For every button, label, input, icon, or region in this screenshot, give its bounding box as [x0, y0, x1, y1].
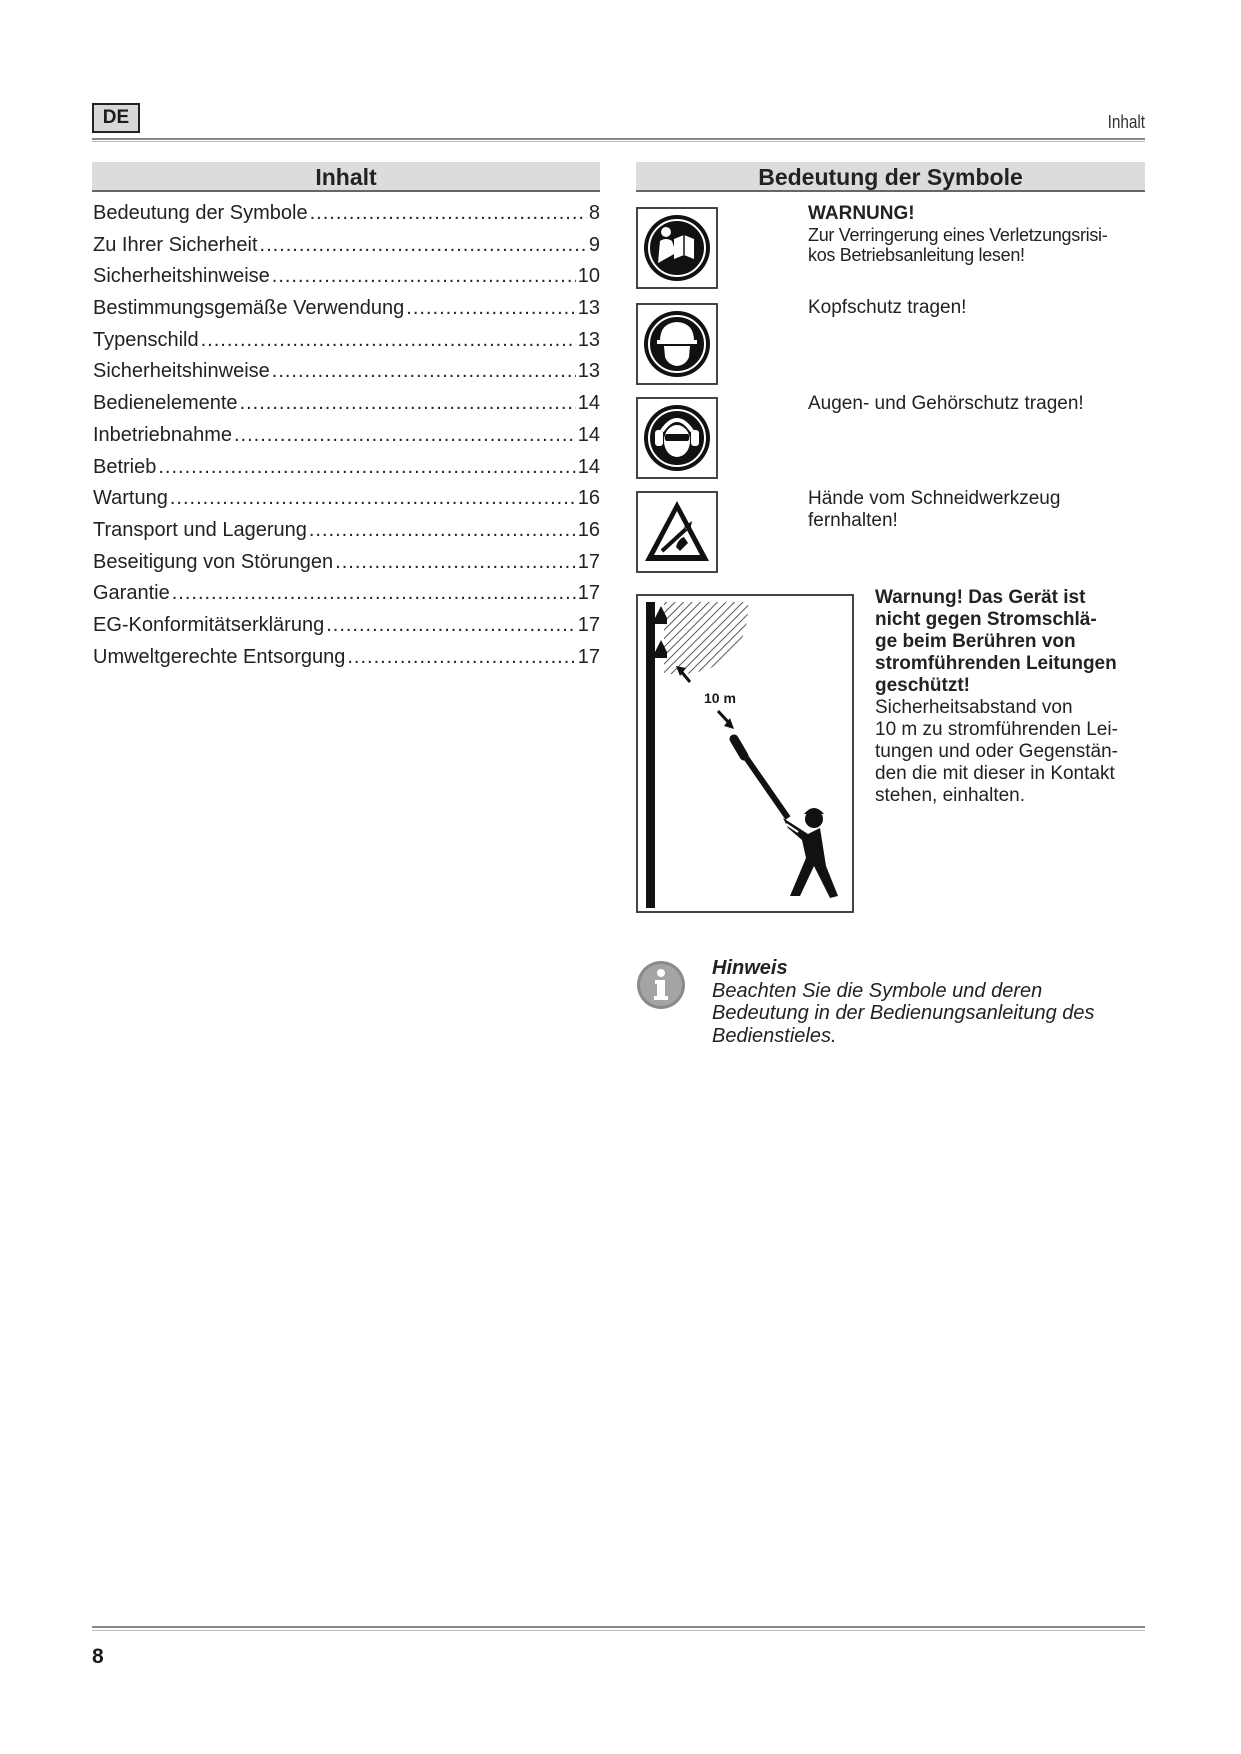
toc-entry[interactable]: [93, 234, 600, 266]
toc-entry-label: Transport und Lagerung: [93, 518, 307, 541]
header-rule-secondary: [92, 141, 1145, 142]
toc-entry-page: 10: [577, 265, 600, 288]
toc-entry-page: 17: [577, 613, 600, 636]
toc-entry-label: Sicherheitshinweise: [93, 265, 270, 288]
toc-entry-page: 9: [588, 233, 600, 256]
toc-entry-label: Betrieb: [93, 455, 157, 478]
toc-leader-dots: [347, 646, 575, 669]
symbol-eye-ear-protection-text: Augen- und Gehörschutz tragen!: [808, 393, 1084, 414]
hint-text: [712, 957, 1152, 1047]
header-section-title: Inhalt: [1107, 112, 1145, 132]
toc-entry-label: Bedienelemente: [93, 392, 238, 415]
toc-entry-page: 16: [577, 487, 600, 510]
toc-entry-label: Beseitigung von Störungen: [93, 550, 334, 573]
language-badge: DE: [92, 103, 140, 133]
page-number: 8: [92, 1645, 104, 1668]
symbol-text-line: fernhalten!: [808, 510, 898, 531]
header-rule: [92, 138, 1145, 140]
toc-entry[interactable]: [93, 582, 600, 614]
symbol-text-line: Hände vom Schneidwerkzeug: [808, 488, 1061, 509]
distance-label: 10 m: [704, 690, 736, 706]
toc-entry[interactable]: [93, 360, 600, 392]
toc-leader-dots: [272, 265, 576, 288]
toc-entry-page: 14: [577, 392, 600, 415]
toc-entry-label: Umweltgerechte Entsorgung: [93, 645, 346, 668]
toc-leader-dots: [272, 360, 576, 383]
toc-entry-label: Garantie: [93, 582, 170, 605]
toc-entry[interactable]: [93, 424, 600, 456]
toc-entry[interactable]: [93, 487, 600, 519]
toc-entry-page: 16: [577, 518, 600, 541]
toc-entry-label: Bedeutung der Symbole: [93, 202, 308, 224]
warning-line: stehen, einhalten.: [875, 785, 1026, 806]
eye-ear-protection-icon: [636, 397, 718, 479]
toc-entry[interactable]: [93, 202, 600, 234]
toc-leader-dots: [158, 456, 575, 479]
toc-entry-page: 8: [588, 202, 600, 224]
toc-entry-label: Typenschild: [93, 328, 199, 351]
read-manual-icon: [636, 207, 718, 289]
toc-entry[interactable]: [93, 265, 600, 297]
power-line-warning-text: [875, 587, 1150, 807]
symbol-warning-heading: WARNUNG!: [808, 203, 915, 224]
toc-entry-page: 13: [577, 360, 600, 383]
warning-bold-line: geschützt!: [875, 675, 970, 696]
toc-entry-page: 17: [577, 645, 600, 668]
warning-line: den die mit dieser in Kontakt: [875, 763, 1115, 784]
footer-rule-secondary: [92, 1630, 1145, 1631]
warning-line: 10 m zu stromführenden Lei-: [875, 719, 1118, 740]
symbol-text-line: kos Betriebsanleitung lesen!: [808, 245, 1025, 265]
toc-entry-label: Bestimmungsgemäße Verwendung: [93, 297, 405, 320]
warning-bold-line: ge beim Berühren von: [875, 631, 1076, 652]
toc-leader-dots: [234, 424, 576, 447]
toc-entry-label: Zu Ihrer Sicherheit: [93, 233, 258, 256]
warning-line: tungen und oder Gegenstän-: [875, 741, 1118, 762]
toc-leader-dots: [240, 392, 576, 415]
footer-rule: [92, 1626, 1145, 1628]
symbol-text-line: Zur Verringerung eines Verletzungsrisi-: [808, 225, 1108, 245]
toc-leader-dots: [310, 202, 587, 225]
toc-leader-dots: [335, 551, 576, 574]
warning-bold-line: Warnung! Das Gerät ist: [875, 587, 1086, 608]
toc-heading: Inhalt: [92, 162, 600, 192]
symbol-read-manual-text: [808, 203, 1153, 265]
toc-entry[interactable]: [93, 614, 600, 646]
table-of-contents: [93, 202, 600, 677]
warning-bold-line: stromführenden Leitungen: [875, 653, 1117, 674]
toc-entry[interactable]: [93, 456, 600, 488]
toc-entry[interactable]: [93, 297, 600, 329]
head-protection-icon: [636, 303, 718, 385]
toc-entry[interactable]: [93, 551, 600, 583]
hint-line: Bedeutung in der Bedienungsanleitung des: [712, 1002, 1095, 1024]
toc-entry-label: Sicherheitshinweise: [93, 360, 270, 383]
toc-entry-page: 17: [577, 550, 600, 573]
toc-leader-dots: [309, 519, 576, 542]
toc-leader-dots: [326, 614, 576, 637]
warning-line: Sicherheitsabstand von: [875, 697, 1073, 718]
symbols-heading: Bedeutung der Symbole: [636, 162, 1145, 192]
toc-entry-label: EG-Konformitätserklärung: [93, 613, 325, 636]
toc-leader-dots: [172, 582, 576, 605]
toc-entry-page: 13: [577, 328, 600, 351]
hint-title: Hinweis: [712, 957, 788, 979]
toc-entry[interactable]: [93, 646, 600, 678]
toc-entry-page: 17: [577, 582, 600, 605]
info-icon: [636, 960, 686, 1010]
toc-entry[interactable]: [93, 392, 600, 424]
hint-line: Bedienstieles.: [712, 1024, 837, 1047]
toc-leader-dots: [260, 234, 587, 257]
toc-leader-dots: [406, 297, 575, 320]
toc-entry-label: Inbetriebnahme: [93, 423, 232, 446]
toc-leader-dots: [201, 329, 576, 352]
symbol-hands-away-text: [808, 488, 1153, 532]
toc-entry-page: 14: [577, 455, 600, 478]
toc-entry-page: 13: [577, 297, 600, 320]
hint-line: Beachten Sie die Symbole und deren: [712, 979, 1043, 1002]
power-line-distance-icon: [636, 594, 854, 913]
symbol-head-protection-text: Kopfschutz tragen!: [808, 297, 967, 318]
toc-entry-page: 14: [577, 423, 600, 446]
toc-entry-label: Wartung: [93, 487, 168, 510]
hands-away-icon: [636, 491, 718, 573]
toc-entry[interactable]: [93, 519, 600, 551]
toc-leader-dots: [170, 487, 576, 510]
warning-bold-line: nicht gegen Stromschlä-: [875, 609, 1097, 630]
toc-entry[interactable]: [93, 329, 600, 361]
